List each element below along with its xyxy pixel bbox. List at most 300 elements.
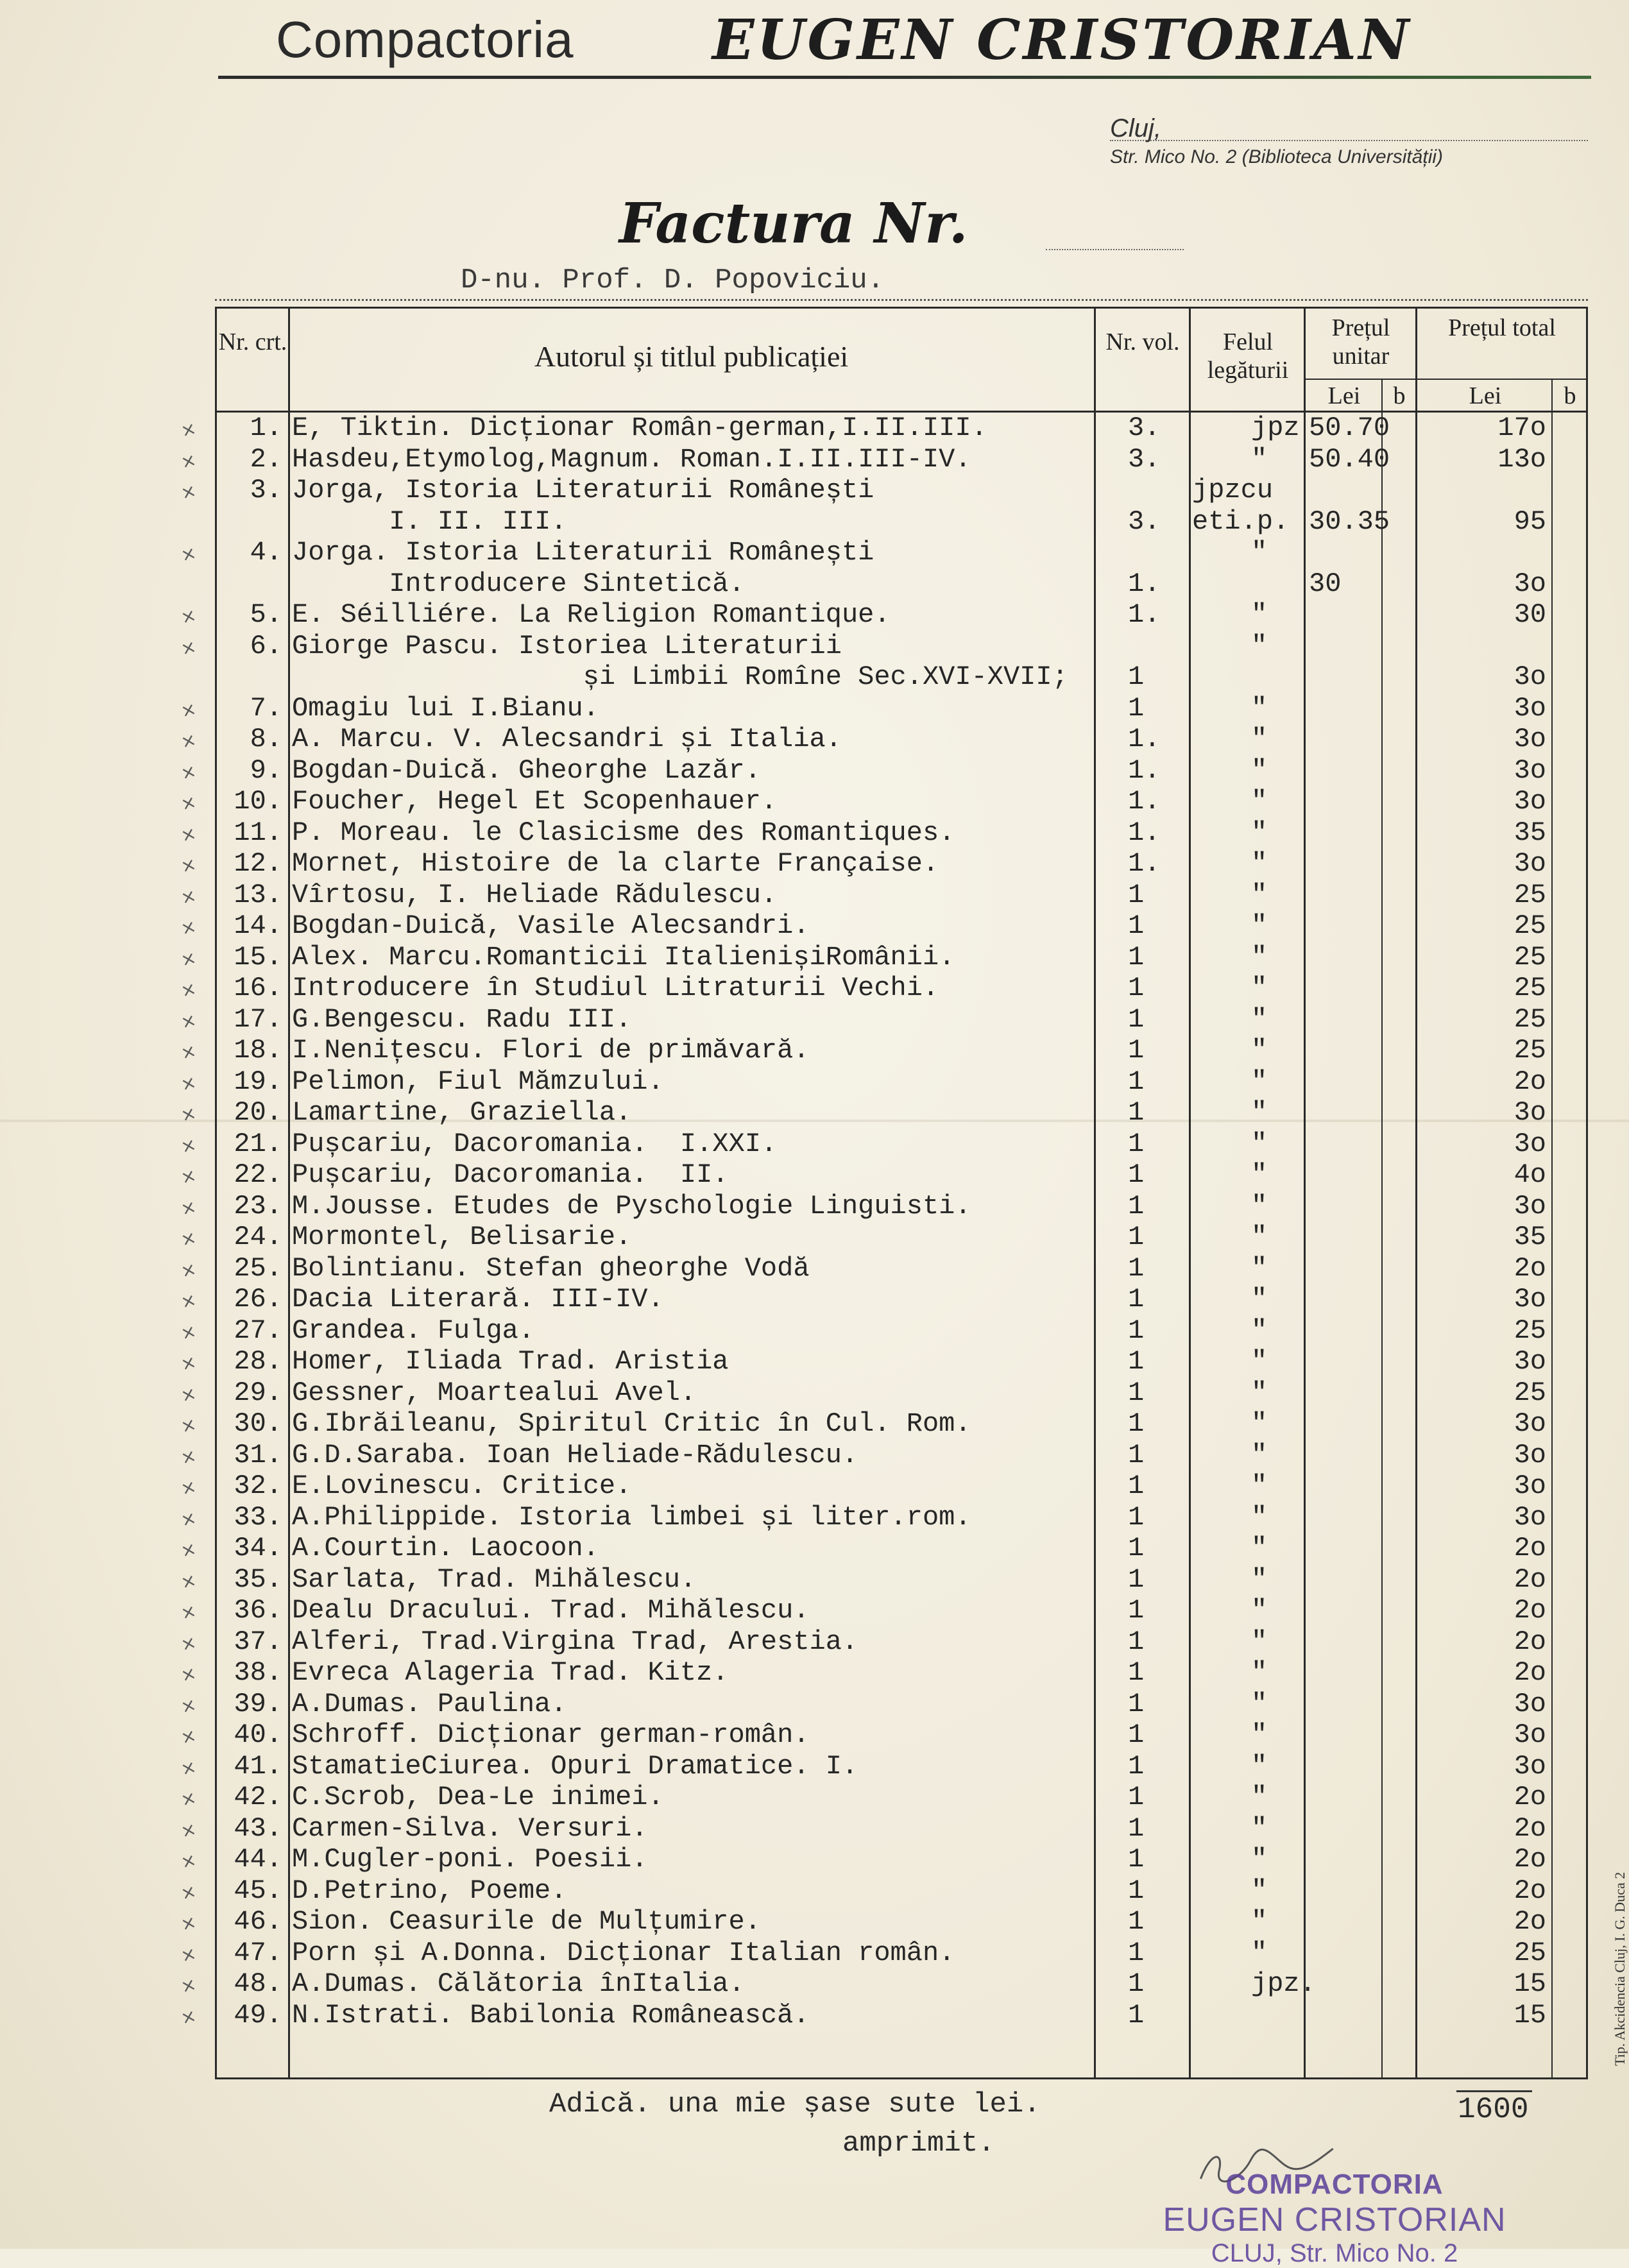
row-number: 37. (234, 1626, 282, 1657)
row-volumes: 1 (1128, 1999, 1145, 2031)
row-number: 25. (234, 1252, 282, 1284)
margin-check-mark: × (178, 417, 199, 442)
row-binding: " (1251, 1097, 1268, 1128)
row-number: 16. (234, 973, 282, 1003)
row-volumes: 1 (1128, 1937, 1145, 1968)
row-binding: " (1251, 1471, 1268, 1501)
col-border-nr (288, 307, 290, 2077)
row-number: 20. (234, 1097, 282, 1128)
row-title: Pelimon, Fiul Mămzului. (292, 1066, 664, 1097)
margin-check-mark: × (178, 1320, 199, 1344)
row-volumes: 1 (1128, 692, 1145, 724)
row-title: Evreca Alageria Trad. Kitz. (292, 1657, 729, 1688)
row-volumes: 1 (1128, 1564, 1145, 1595)
margin-check-mark: × (178, 1475, 199, 1500)
row-binding: " (1251, 537, 1268, 568)
row-total: 95 (1514, 506, 1546, 537)
company-stamp (1155, 2169, 1514, 2268)
margin-check-mark: × (178, 915, 199, 940)
row-number: 42. (234, 1782, 282, 1812)
margin-check-mark: × (178, 1102, 199, 1127)
recipient: D-nu. Prof. D. Popoviciu. (461, 264, 885, 296)
row-number: 17. (234, 1003, 282, 1035)
row-total: 2o (1514, 1906, 1546, 1937)
row-title: Vîrtosu, I. Heliade Rădulescu. (292, 879, 778, 910)
margin-check-mark: × (178, 977, 199, 1002)
row-title: N.Istrati. Babilonia Românească. (292, 1999, 810, 2031)
row-total: 25 (1514, 941, 1546, 973)
row-number: 8. (250, 724, 282, 755)
row-number: 12. (234, 848, 282, 879)
row-total: 25 (1514, 1035, 1546, 1066)
row-binding: " (1251, 1439, 1268, 1471)
row-binding: " (1251, 1159, 1268, 1190)
total-in-words: Adică. una mie șase sute lei. (549, 2088, 1041, 2120)
row-volumes: 1 (1128, 941, 1145, 973)
row-total: 3o (1514, 1408, 1546, 1439)
row-title: P. Moreau. le Clasicisme des Romantiques. (292, 817, 955, 848)
margin-check-mark: × (178, 1071, 199, 1095)
row-total: 2o (1514, 1875, 1546, 1906)
row-binding: " (1251, 1875, 1268, 1906)
row-title: Sarlata, Trad. Mihălescu. (292, 1564, 697, 1595)
row-number: 32. (234, 1471, 282, 1501)
row-total: 3o (1514, 1688, 1546, 1719)
margin-check-mark: × (178, 1569, 199, 1593)
margin-check-mark: × (178, 635, 199, 660)
margin-check-mark: × (178, 946, 199, 971)
col-border-unit (1415, 307, 1417, 2077)
row-volumes: 1 (1128, 1439, 1145, 1471)
invoice-title: Factura Nr. (619, 191, 968, 256)
row-volumes: 1 (1128, 1688, 1145, 1719)
grand-total: 1600 (1458, 2093, 1529, 2126)
letterhead-rule (218, 76, 1591, 79)
row-number: 11. (234, 817, 282, 848)
row-number: 22. (234, 1159, 282, 1190)
margin-check-mark: × (178, 1133, 199, 1157)
row-volumes: 1 (1128, 1844, 1145, 1875)
row-total: 3o (1514, 1719, 1546, 1750)
margin-check-mark: × (178, 697, 199, 722)
margin-check-mark: × (178, 479, 199, 504)
margin-check-mark: × (178, 1195, 199, 1220)
header-vol: Nr. vol. (1105, 328, 1180, 355)
row-volumes: 1 (1128, 1906, 1145, 1937)
row-total: 25 (1514, 1315, 1546, 1346)
row-volumes: 1 (1128, 1128, 1145, 1159)
row-total: 3o (1514, 568, 1546, 599)
row-title: Giorge Pascu. Istoriea Literaturii (292, 630, 842, 661)
row-title: Gessner, Moartealui Avel. (292, 1377, 697, 1408)
row-title: Omagiu lui I.Bianu. (292, 692, 599, 724)
row-volumes: 1 (1128, 1719, 1145, 1750)
row-number: 39. (234, 1688, 282, 1719)
row-volumes: 1 (1128, 1252, 1145, 1284)
margin-check-mark: × (178, 2004, 199, 2029)
letterhead (218, 4, 1591, 78)
margin-check-mark: × (178, 1444, 199, 1469)
row-unit-price: 50.70 (1309, 413, 1390, 443)
row-total: 25 (1514, 910, 1546, 941)
row-title: G.Bengescu. Radu III. (292, 1003, 632, 1035)
header-unit-price: Prețul unitar (1331, 314, 1390, 370)
col-border-unit-b (1381, 379, 1383, 2077)
row-title: și Limbii Romîne Sec.XVI-XVII; (292, 661, 1068, 692)
printer-imprint: Tip. Akcidencia Cluj, I. G. Duca 2 (1612, 1872, 1628, 2066)
row-title: Sion. Ceasurile de Mulțumire. (292, 1906, 761, 1937)
row-binding: " (1251, 443, 1268, 475)
row-total: 3o (1514, 755, 1546, 786)
row-number: 21. (234, 1128, 282, 1159)
row-volumes: 1 (1128, 1408, 1145, 1439)
row-title: Introducere Sintetică. (292, 568, 745, 599)
row-title: Jorga, Istoria Literaturii Românești (292, 475, 874, 506)
row-binding: " (1251, 1190, 1268, 1222)
margin-check-mark: × (178, 1599, 199, 1624)
row-number: 6. (250, 630, 282, 661)
row-number: 10. (234, 786, 282, 817)
row-number: 36. (234, 1595, 282, 1626)
row-title: Bolintianu. Stefan gheorghe Vodă (292, 1252, 810, 1284)
table-bottom-border (215, 2077, 1588, 2079)
margin-check-mark: × (178, 760, 199, 784)
row-title: Jorga. Istoria Literaturii Românești (292, 537, 874, 568)
row-volumes: 1 (1128, 1750, 1145, 1782)
row-total: 2o (1514, 1533, 1546, 1564)
row-title: Pușcariu, Dacoromania. I.XXI. (292, 1128, 778, 1159)
row-unit-price: 30 (1309, 568, 1342, 599)
row-number: 27. (234, 1315, 282, 1346)
row-total: 2o (1514, 1252, 1546, 1284)
row-number: 46. (234, 1906, 282, 1937)
row-binding: jpz. (1251, 1968, 1316, 1999)
row-total: 3o (1514, 724, 1546, 755)
row-binding: jpzcu eti.p. (1192, 475, 1290, 537)
row-total: 35 (1514, 1222, 1546, 1252)
row-number: 30. (234, 1408, 282, 1439)
row-number: 15. (234, 941, 282, 973)
col-border-title (1094, 307, 1096, 2077)
row-total: 30 (1514, 599, 1546, 630)
row-volumes: 1 (1128, 973, 1145, 1003)
row-binding: " (1251, 692, 1268, 724)
margin-check-mark: × (178, 1942, 199, 1966)
row-binding: " (1251, 630, 1268, 661)
row-number: 14. (234, 910, 282, 941)
row-total: 3o (1514, 848, 1546, 879)
header-binding: Felul legăturii (1207, 328, 1289, 384)
row-total: 3o (1514, 1128, 1546, 1159)
row-volumes: 1. (1128, 786, 1161, 817)
row-binding: " (1251, 1284, 1268, 1315)
row-volumes: 1 (1128, 661, 1145, 692)
col-border-binding (1304, 307, 1306, 2077)
row-title: Dealu Dracului. Trad. Mihălescu. (292, 1595, 810, 1626)
row-binding: " (1251, 1128, 1268, 1159)
row-binding: " (1251, 1222, 1268, 1252)
row-volumes: 1. (1128, 848, 1161, 879)
margin-check-mark: × (178, 1039, 199, 1064)
row-title: Pușcariu, Dacoromania. II. (292, 1159, 729, 1190)
margin-check-mark: × (178, 1911, 199, 1936)
row-binding: " (1251, 1346, 1268, 1377)
row-number: 24. (234, 1222, 282, 1252)
header-nr-crt: Nr. crt. (218, 328, 287, 355)
row-volumes: 1 (1128, 1222, 1145, 1252)
row-binding: " (1251, 817, 1268, 848)
row-volumes: 1 (1128, 1346, 1145, 1377)
row-volumes: 1 (1128, 910, 1145, 941)
margin-check-mark: × (178, 1226, 199, 1251)
margin-check-mark: × (178, 1258, 199, 1282)
row-binding: " (1251, 755, 1268, 786)
col-border-vol (1189, 307, 1191, 2077)
row-total: 17o (1497, 413, 1546, 443)
row-title: A.Philippide. Istoria limbei și liter.rom. (292, 1501, 971, 1533)
row-binding: " (1251, 599, 1268, 630)
row-binding: " (1251, 1377, 1268, 1408)
row-number: 5. (250, 599, 282, 630)
row-binding: " (1251, 1688, 1268, 1719)
row-total: 3o (1514, 1346, 1546, 1377)
row-title: D.Petrino, Poeme. (292, 1875, 567, 1906)
margin-check-mark: × (178, 884, 199, 908)
price-subheader-rule (1304, 379, 1588, 380)
row-binding: " (1251, 1844, 1268, 1875)
row-total: 25 (1514, 1937, 1546, 1968)
row-volumes: 1 (1128, 1471, 1145, 1501)
row-number: 49. (234, 1999, 282, 2031)
row-number: 45. (234, 1875, 282, 1906)
row-volumes: 1. (1128, 599, 1161, 630)
row-title: Introducere în Studiul Litraturii Vechi. (292, 973, 939, 1003)
row-title: Grandea. Fulga. (292, 1315, 535, 1346)
row-title: Dacia Literară. III-IV. (292, 1284, 664, 1315)
row-binding: " (1251, 1906, 1268, 1937)
row-number: 13. (234, 879, 282, 910)
row-binding: " (1251, 973, 1268, 1003)
received-note: amprimit. (842, 2127, 995, 2160)
row-volumes: 1 (1128, 1066, 1145, 1097)
row-number: 34. (234, 1533, 282, 1564)
row-volumes: 1 (1128, 1190, 1145, 1222)
row-binding: " (1251, 1750, 1268, 1782)
invoice-number-line (1046, 249, 1184, 250)
row-number: 29. (234, 1377, 282, 1408)
row-title: Alex. Marcu.Romanticii ItalienișiRomânii. (292, 941, 955, 973)
row-title: Bogdan-Duică. Gheorghe Lazăr. (292, 755, 761, 786)
row-volumes: 1 (1128, 1782, 1145, 1812)
margin-check-mark: × (178, 728, 199, 753)
row-number: 35. (234, 1564, 282, 1595)
row-title: StamatieCiurea. Opuri Dramatice. I. (292, 1750, 858, 1782)
row-binding: " (1251, 1501, 1268, 1533)
row-binding: " (1251, 1035, 1268, 1066)
header-unit-lei: Lei (1327, 382, 1361, 409)
row-volumes: 1. (1128, 755, 1161, 786)
row-number: 3. (250, 475, 282, 506)
row-title: Mormontel, Belisarie. (292, 1222, 632, 1252)
row-total: 3o (1514, 1471, 1546, 1501)
row-title: Porn și A.Donna. Dicționar Italian român. (292, 1937, 955, 1968)
row-total: 3o (1514, 1750, 1546, 1782)
header-unit-b: b (1393, 382, 1406, 409)
row-volumes: 1 (1128, 1315, 1145, 1346)
row-volumes: 1 (1128, 1626, 1145, 1657)
row-title: E. Séilliére. La Religion Romantique. (292, 599, 891, 630)
header-total-price: Prețul total (1448, 314, 1556, 341)
row-binding: " (1251, 1812, 1268, 1844)
row-volumes: 3. (1128, 443, 1161, 475)
row-volumes: 1 (1128, 1595, 1145, 1626)
row-binding: " (1251, 1937, 1268, 1968)
row-number: 7. (250, 692, 282, 724)
row-binding: " (1251, 848, 1268, 879)
row-total: 25 (1514, 879, 1546, 910)
row-number: 40. (234, 1719, 282, 1750)
margin-check-mark: × (178, 448, 199, 473)
row-number: 23. (234, 1190, 282, 1222)
row-binding: " (1251, 941, 1268, 973)
row-title: C.Scrob, Dea-Le inimei. (292, 1782, 664, 1812)
margin-check-mark: × (178, 1662, 199, 1687)
row-volumes: 1 (1128, 1657, 1145, 1688)
row-total: 2o (1514, 1066, 1546, 1097)
row-binding: " (1251, 879, 1268, 910)
margin-check-mark: × (178, 822, 199, 846)
row-total: 3o (1514, 661, 1546, 692)
row-number: 9. (250, 755, 282, 786)
margin-check-mark: × (178, 541, 199, 567)
margin-check-mark: × (178, 1693, 199, 1718)
margin-check-mark: × (178, 1786, 199, 1811)
row-binding: " (1251, 1595, 1268, 1626)
row-title: G.D.Saraba. Ioan Heliade-Rădulescu. (292, 1439, 858, 1471)
row-title: M.Jousse. Etudes de Pyschologie Linguisti. (292, 1190, 971, 1222)
row-number: 26. (234, 1284, 282, 1315)
row-binding: " (1251, 1533, 1268, 1564)
row-binding: " (1251, 1657, 1268, 1688)
row-number: 1. (250, 413, 282, 443)
row-number: 31. (234, 1439, 282, 1471)
row-total: 15 (1514, 1999, 1546, 2031)
row-volumes: 1 (1128, 1501, 1145, 1533)
row-number: 33. (234, 1501, 282, 1533)
margin-check-mark: × (178, 1880, 199, 1904)
row-title: Homer, Iliada Trad. Aristia (292, 1346, 729, 1377)
margin-check-mark: × (178, 1537, 199, 1562)
row-binding: jpz (1251, 413, 1300, 443)
margin-check-mark: × (178, 604, 199, 629)
margin-check-mark: × (178, 1164, 199, 1189)
row-title: I. II. III. (292, 506, 567, 537)
letterhead-brand: Compactoria (276, 11, 574, 68)
row-title: Alferi, Trad.Virgina Trad, Arestia. (292, 1626, 858, 1657)
row-number: 2. (250, 443, 282, 475)
stamp-line-2: EUGEN CRISTORIAN (1163, 2201, 1506, 2238)
row-binding: " (1251, 1315, 1268, 1346)
row-title: Carmen-Silva. Versuri. (292, 1812, 648, 1844)
row-total: 3o (1514, 1097, 1546, 1128)
row-total: 15 (1514, 1968, 1546, 1999)
row-volumes: 1 (1128, 1812, 1145, 1844)
row-volumes: 1 (1128, 1003, 1145, 1035)
row-binding: " (1251, 1719, 1268, 1750)
row-title: E, Tiktin. Dicționar Român-german,I.II.III. (292, 413, 987, 443)
row-volumes: 1 (1128, 1097, 1145, 1128)
row-binding: " (1251, 786, 1268, 817)
row-binding: " (1251, 1252, 1268, 1284)
row-number: 43. (234, 1812, 282, 1844)
row-volumes: 1 (1128, 1875, 1145, 1906)
row-title: Foucher, Hegel Et Scopenhauer. (292, 786, 778, 817)
row-title: E.Lovinescu. Critice. (292, 1471, 632, 1501)
row-title: Schroff. Dicționar german-român. (292, 1719, 810, 1750)
stamp-line-1: COMPACTORIA (1225, 2169, 1444, 2200)
row-number: 18. (234, 1035, 282, 1066)
row-number: 41. (234, 1750, 282, 1782)
row-title: I.Nenițescu. Flori de primăvară. (292, 1035, 810, 1066)
row-total: 2o (1514, 1595, 1546, 1626)
row-total: 25 (1514, 973, 1546, 1003)
row-binding: " (1251, 724, 1268, 755)
row-total: 13o (1497, 443, 1546, 475)
row-total: 3o (1514, 692, 1546, 724)
place-field: Cluj, (1110, 114, 1588, 141)
header-total-b: b (1564, 382, 1576, 409)
margin-check-mark: × (178, 1848, 199, 1873)
row-volumes: 1. (1128, 568, 1161, 599)
row-title: G.Ibrăileanu, Spiritul Critic în Cul. Rom. (292, 1408, 971, 1439)
row-volumes: 1. (1128, 724, 1161, 755)
address-line: Str. Mico No. 2 (Biblioteca Universității) (1110, 146, 1444, 167)
row-volumes: 1 (1128, 1159, 1145, 1190)
row-total: 2o (1514, 1812, 1546, 1844)
sum-rule (1456, 2090, 1532, 2092)
row-total: 2o (1514, 1844, 1546, 1875)
row-number: 19. (234, 1066, 282, 1097)
header-title: Autorul și titlul publicației (534, 340, 849, 373)
row-unit-price: 50.40 (1309, 443, 1390, 475)
margin-check-mark: × (178, 1818, 199, 1842)
row-total: 4o (1514, 1159, 1546, 1190)
row-binding: " (1251, 1408, 1268, 1439)
row-title: A.Dumas. Călătoria înItalia. (292, 1968, 745, 1999)
row-volumes: 1 (1128, 1377, 1145, 1408)
row-volumes: 1 (1128, 879, 1145, 910)
margin-check-mark: × (178, 1413, 199, 1438)
margin-check-mark: × (178, 1351, 199, 1376)
row-title: Hasdeu,Etymolog,Magnum. Roman.I.II.III-IV. (292, 443, 971, 475)
row-volumes: 3. (1128, 413, 1161, 443)
row-number: 4. (250, 537, 282, 568)
row-title: A.Dumas. Paulina. (292, 1688, 567, 1719)
row-title: Mornet, Histoire de la clarte Française. (292, 848, 939, 879)
row-total: 3o (1514, 1501, 1546, 1533)
margin-check-mark: × (178, 1631, 199, 1655)
row-total: 25 (1514, 1003, 1546, 1035)
row-binding: " (1251, 1003, 1268, 1035)
row-number: 28. (234, 1346, 282, 1377)
row-total: 25 (1514, 1377, 1546, 1408)
row-number: 38. (234, 1657, 282, 1688)
margin-check-mark: × (178, 1973, 199, 1998)
row-volumes: 1. (1128, 817, 1161, 848)
row-total: 3o (1514, 1439, 1546, 1471)
row-binding: " (1251, 1066, 1268, 1097)
row-binding: " (1251, 1564, 1268, 1595)
